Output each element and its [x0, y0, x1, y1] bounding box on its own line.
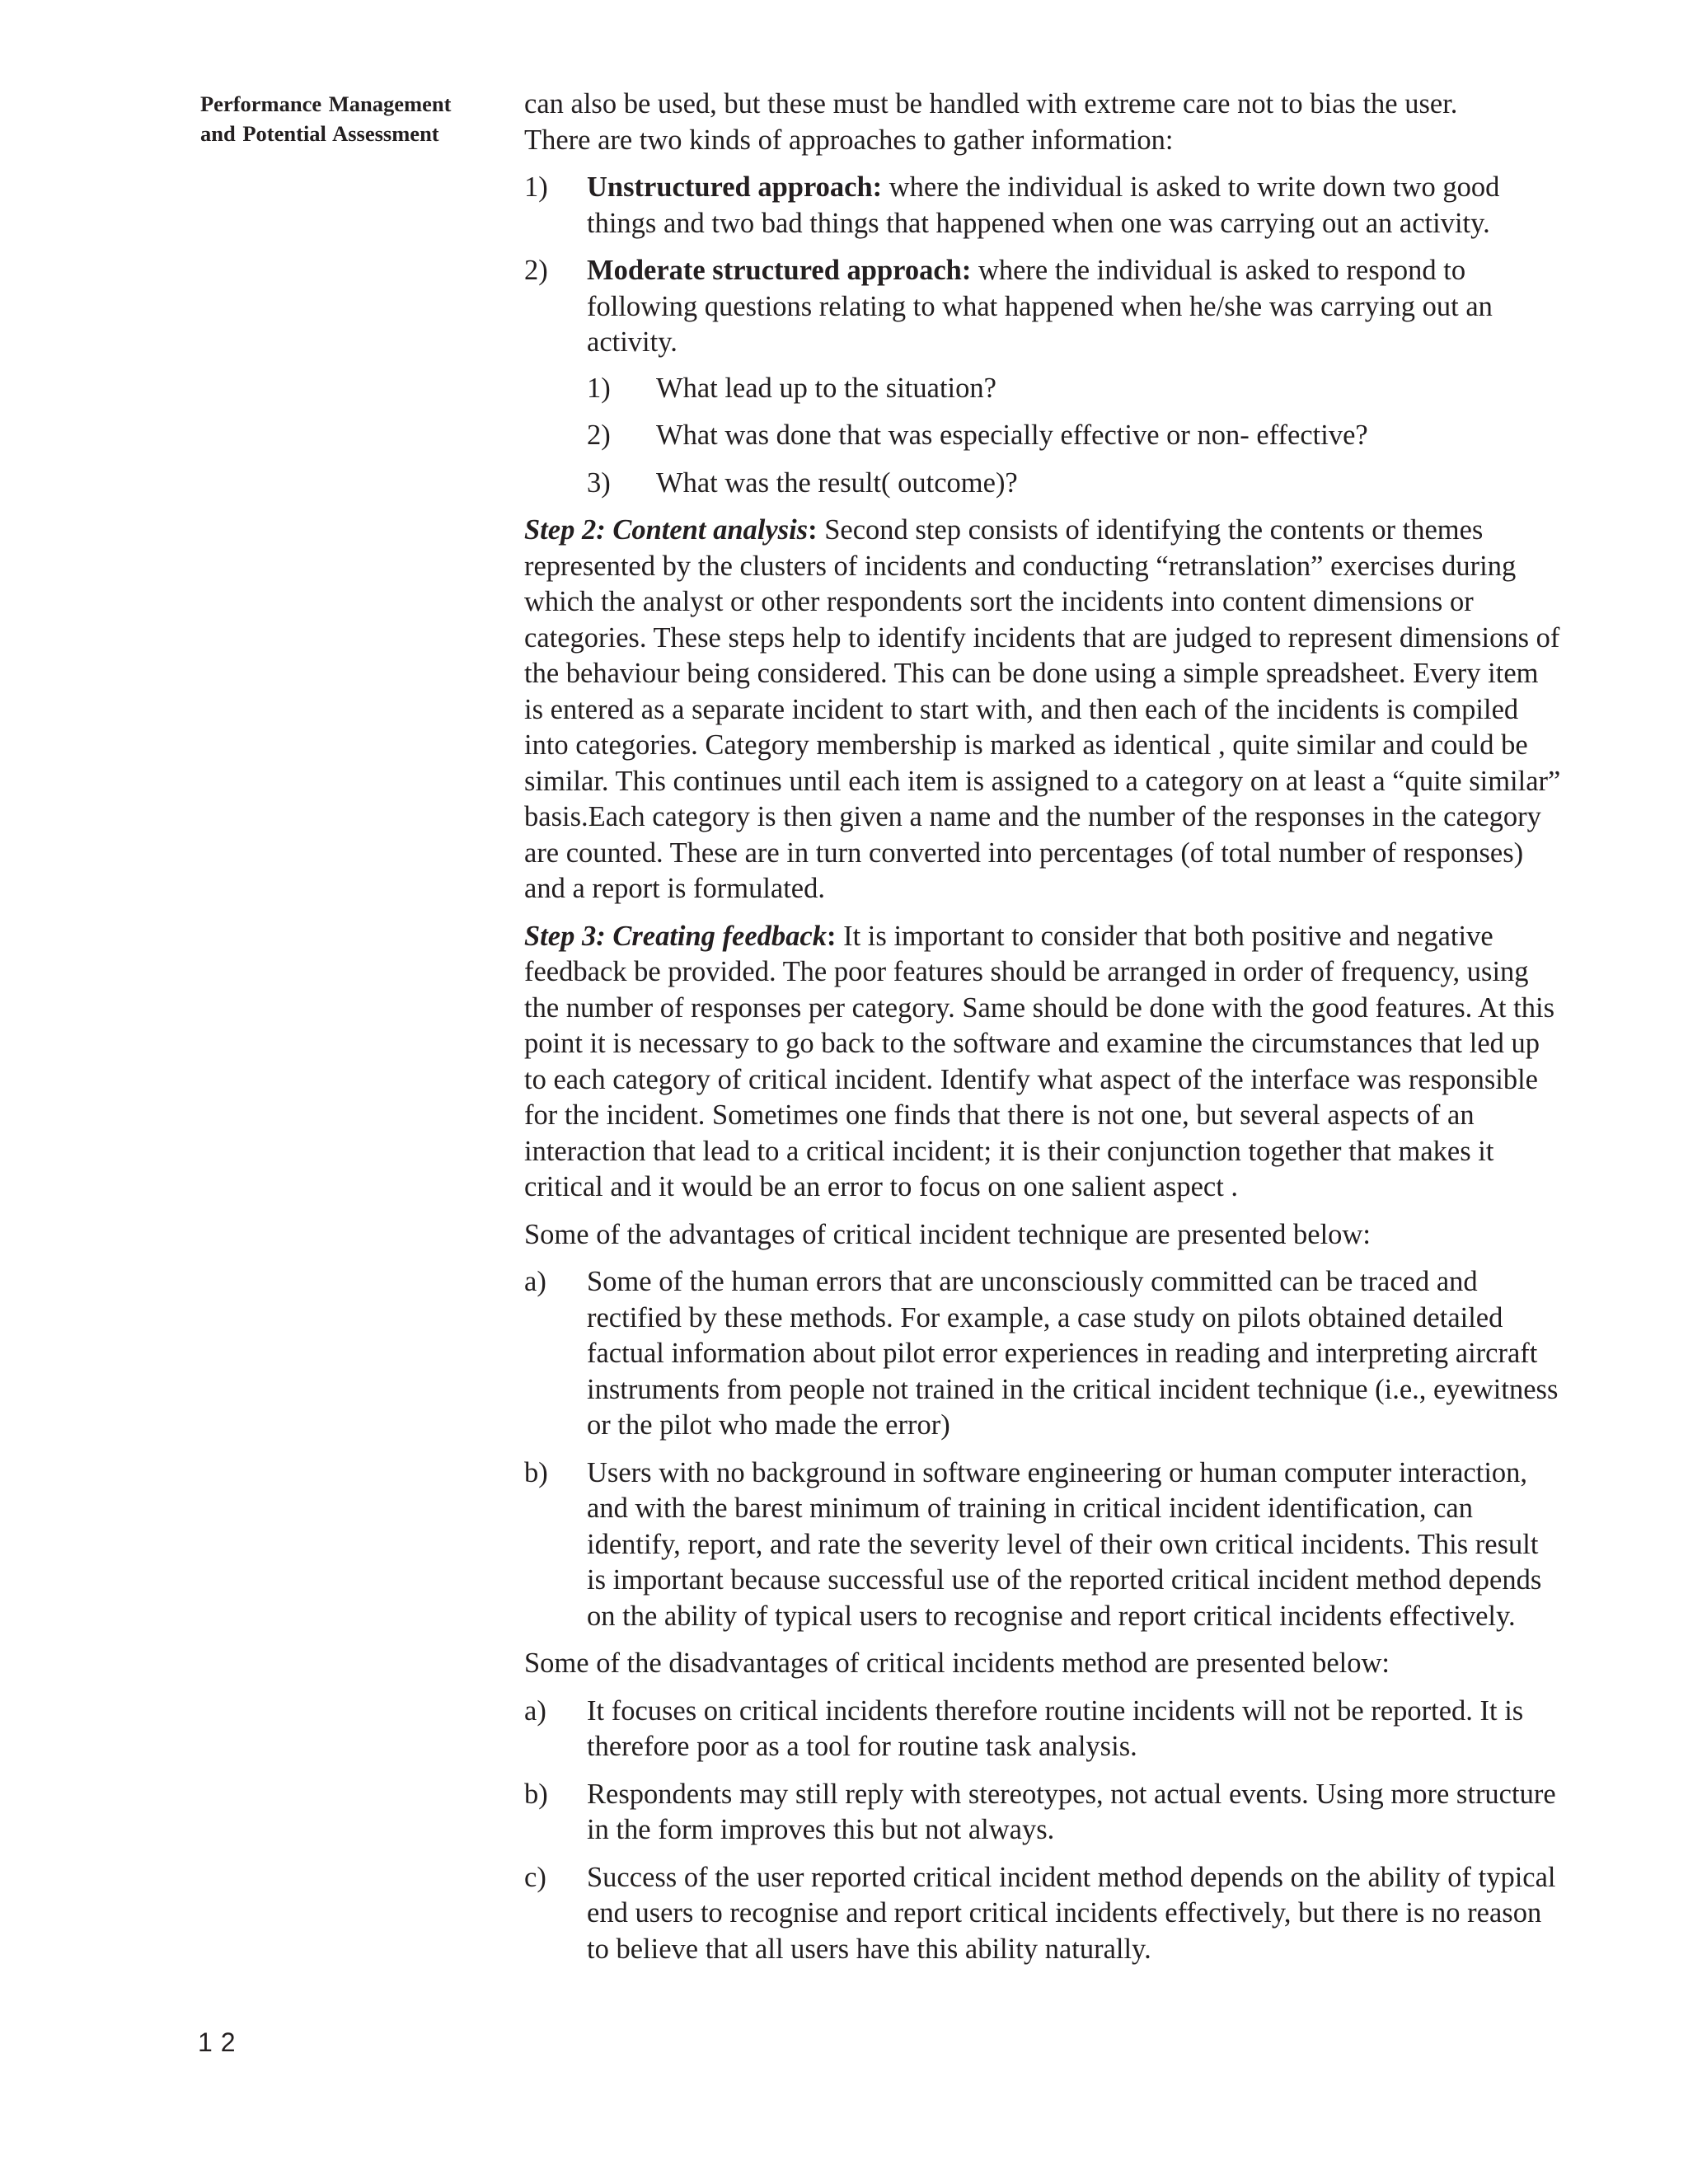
list-item — [524, 1264, 1564, 1444]
list-marker: 2) — [587, 419, 611, 451]
list-item — [524, 1455, 1564, 1635]
running-header-line-1: Performance Management — [200, 91, 452, 116]
question-text: What lead up to the situation? — [656, 372, 996, 404]
list-item-text: Users with no background in software engineering or human computer interaction, and with the barest minimum of training in critical incident identification, can identify, report, and rate the severity level of their own critical incidents. This result is important because successful use of the reported critical incident method depends on the ability of typical users to recognise and report critical incidents effectively. — [587, 1456, 1542, 1632]
term-unstructured-approach: Unstructured approach: — [587, 171, 883, 203]
intro-paragraph — [524, 87, 1564, 158]
step-2-text: Second step consists of identifying the contents or themes represented by the clusters of incidents and conducting “retranslation” exercises during which the analyst or other respondents sort the incidents into content dimensions or categories. These steps help to identify incidents that are judged to represent dimensions of the behaviour being considered. This can be done using a simple spreadsheet. Every item is entered as a separate incident to start with, and then each of the incidents is compiled into categories. Category membership is marked as identical , quite similar and could be similar. This continues until each item is assigned to a category on at least a “quite similar” basis.Each category is then given a name and the number of the responses in the category are counted. These are in turn converted into percentages (of total number of responses) and a report is formulated. — [524, 514, 1561, 904]
step-2-colon: : — [808, 514, 818, 546]
list-marker: 1) — [587, 372, 611, 404]
list-item — [524, 1777, 1564, 1849]
advantages-intro: Some of the advantages of critical incident technique are presented below: — [524, 1218, 1371, 1250]
list-marker: a) — [524, 1266, 546, 1297]
term-moderate-structured-approach: Moderate structured approach: — [587, 255, 972, 286]
list-item-text: Success of the user reported critical incident method depends on the ability of typical end users to recognise and report critical incidents effectively, but there is no reason to believe that all users have this ability naturally. — [587, 1861, 1556, 1965]
running-header-line-2: and Potential Assessment — [200, 121, 439, 146]
list-marker: 2) — [524, 255, 548, 286]
step-3-title: Step 3: Creating feedback — [524, 920, 827, 952]
list-item-text: Respondents may still reply with stereotypes, not actual events. Using more structure in the form improves this but not always. — [587, 1778, 1556, 1845]
list-marker: 1) — [524, 171, 548, 203]
questions-list — [587, 371, 1564, 502]
list-item — [524, 170, 1564, 241]
step-3-paragraph — [524, 919, 1564, 1206]
step-2-title: Step 2: Content analysis — [524, 514, 809, 546]
approach-description: where the individual is asked to write down two good things and two bad things that happened when one was carrying out an activity. — [587, 171, 1500, 239]
list-item-text: Some of the human errors that are unconsciously committed can be traced and rectified by these methods. For example, a case study on pilots obtained detailed factual information about pilot error experiences in reading and interpreting aircraft instruments from people not trained in the critical incident technique (i.e., eyewitness or the pilot who made the error) — [587, 1266, 1559, 1441]
question-text: What was done that was especially effective or non- effective? — [656, 419, 1368, 451]
disadvantages-intro: Some of the disadvantages of critical incidents method are presented below: — [524, 1647, 1390, 1679]
intro-line-2: There are two kinds of approaches to gather information: — [524, 124, 1174, 156]
page-number: 12 — [198, 2027, 244, 2057]
step-2-paragraph — [524, 513, 1564, 907]
step-3-colon: : — [826, 920, 837, 952]
main-text — [524, 87, 1564, 1979]
list-marker: b) — [524, 1778, 548, 1810]
approach-description: where the individual is asked to respond to following questions relating to what happened when he/she was carrying out an activity. — [587, 255, 1493, 358]
list-item-text: It focuses on critical incidents therefore routine incidents will not be reported. It is therefore poor as a tool for routine task analysis. — [587, 1694, 1524, 1762]
list-marker: 3) — [587, 466, 611, 499]
question-item — [587, 418, 1564, 454]
running-header — [200, 89, 497, 148]
question-item — [587, 371, 1564, 407]
list-marker: a) — [524, 1694, 546, 1727]
question-text: What was the result( outcome)? — [656, 466, 1018, 499]
list-item — [524, 1694, 1564, 1765]
list-marker: c) — [524, 1861, 546, 1893]
question-item — [587, 466, 1564, 502]
list-item — [524, 253, 1564, 501]
intro-line-1: can also be used, but these must be handled with extreme care not to bias the user. — [524, 88, 1458, 120]
disadvantages-list — [524, 1694, 1564, 1968]
approaches-list — [524, 170, 1564, 501]
list-item — [524, 1860, 1564, 1968]
advantages-list — [524, 1264, 1564, 1634]
step-3-text: It is important to consider that both positive and negative feedback be provided. The poor features should be arranged in order of frequency, using the number of responses per category. Same should be done with the good features. At this point it is necessary to go back to the software and examine the circumstances that led up to each category of critical incident. Identify what aspect of the interface was responsible for the incident. Sometimes one finds that there is not one, but several aspects of an interaction that lead to a critical incident; it is their conjunction together that makes it critical and it would be an error to focus on one salient aspect . — [524, 920, 1555, 1202]
list-marker: b) — [524, 1456, 548, 1488]
